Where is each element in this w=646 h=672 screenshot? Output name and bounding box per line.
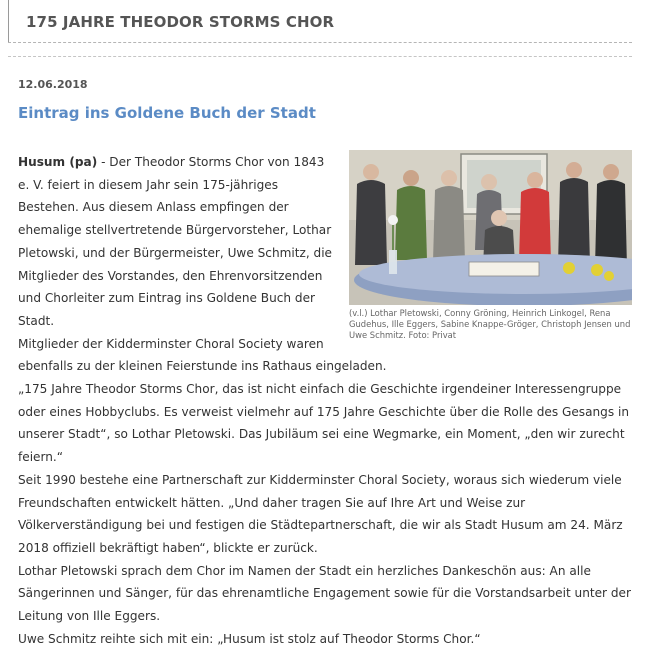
paragraph-2: Mitglieder der Kidderminster Choral Society waren ebenfalls zu der kleinen Feierstunde ins Rathaus eingeladen. (18, 336, 387, 374)
paragraph-5: Lothar Pletowski sprach dem Chor im Namen der Stadt ein herzliches Dankeschön aus: An alle Sängerinnen und Sänger, für das ehrenamtliche Engagement sowie für die Vorstandsarbeit unter der Leitung von Ille Eggers. (18, 563, 631, 624)
group-photo[interactable] (349, 150, 632, 305)
lead-source: Husum (pa) (18, 155, 98, 169)
post-date: 12.06.2018 (18, 78, 88, 91)
header-bar (8, 0, 632, 43)
paragraph-6: Uwe Schmitz reihte sich mit ein: „Husum ist stolz auf Theodor Storms Chor.“ (18, 631, 481, 646)
article-figure (349, 150, 632, 342)
photo-caption: (v.l.) Lothar Pletowski, Conny Gröning, Heinrich Linkogel, Rena Gudehus, Ille Eggers, Sabine Knappe-Gröger, Christoph Jensen und Uwe Schmitz. Foto: Privat (349, 308, 631, 341)
page-title: 175 JAHRE THEODOR STORMS CHOR (26, 13, 335, 31)
header-divider (8, 0, 9, 42)
post-title[interactable]: Eintrag ins Goldene Buch der Stadt (18, 104, 316, 122)
paragraph-3: „175 Jahre Theodor Storms Chor, das ist nicht einfach die Geschichte irgendeiner Interessengruppe oder eines Hobbyclubs. Es verweist vielmehr auf 175 Jahre Geschichte über die Rolle des Gesangs in unserer Stadt“, so Lothar Pletowski. Das Jubiläum sei eine Wegmarke, ein Moment, „den wir zurecht feiern.“ (18, 382, 630, 465)
article-body (18, 151, 632, 650)
paragraph-1-text: - Der Theodor Storms Chor von 1843 e. V. feiert in diesem Jahr sein 175-jähriges Bestehen. Aus diesem Anlass empfingen der ehemalige stellvertretende Bürgervorsteher, Lothar Pletowski, und der Bürgermeister, Uwe Schmitz, die Mitglieder des Vorstandes, den Ehrenvorsitzenden und Chorleiter zum Eintrag ins Goldene Buch der Stadt. (18, 155, 333, 328)
paragraph-4: Seit 1990 bestehe eine Partnerschaft zur Kidderminster Choral Society, woraus sich wiederum viele Freundschaften entwickelt hätten. „Und daher tragen Sie auf Ihre Art und Weise zur Völkerverständigung bei und festigen die Städtepartnerschaft, die wir als Stadt Husum am 24. März 2018 offiziell bekräftigt haben“, blickte er zurück. (18, 472, 623, 555)
dashed-divider (8, 56, 632, 57)
